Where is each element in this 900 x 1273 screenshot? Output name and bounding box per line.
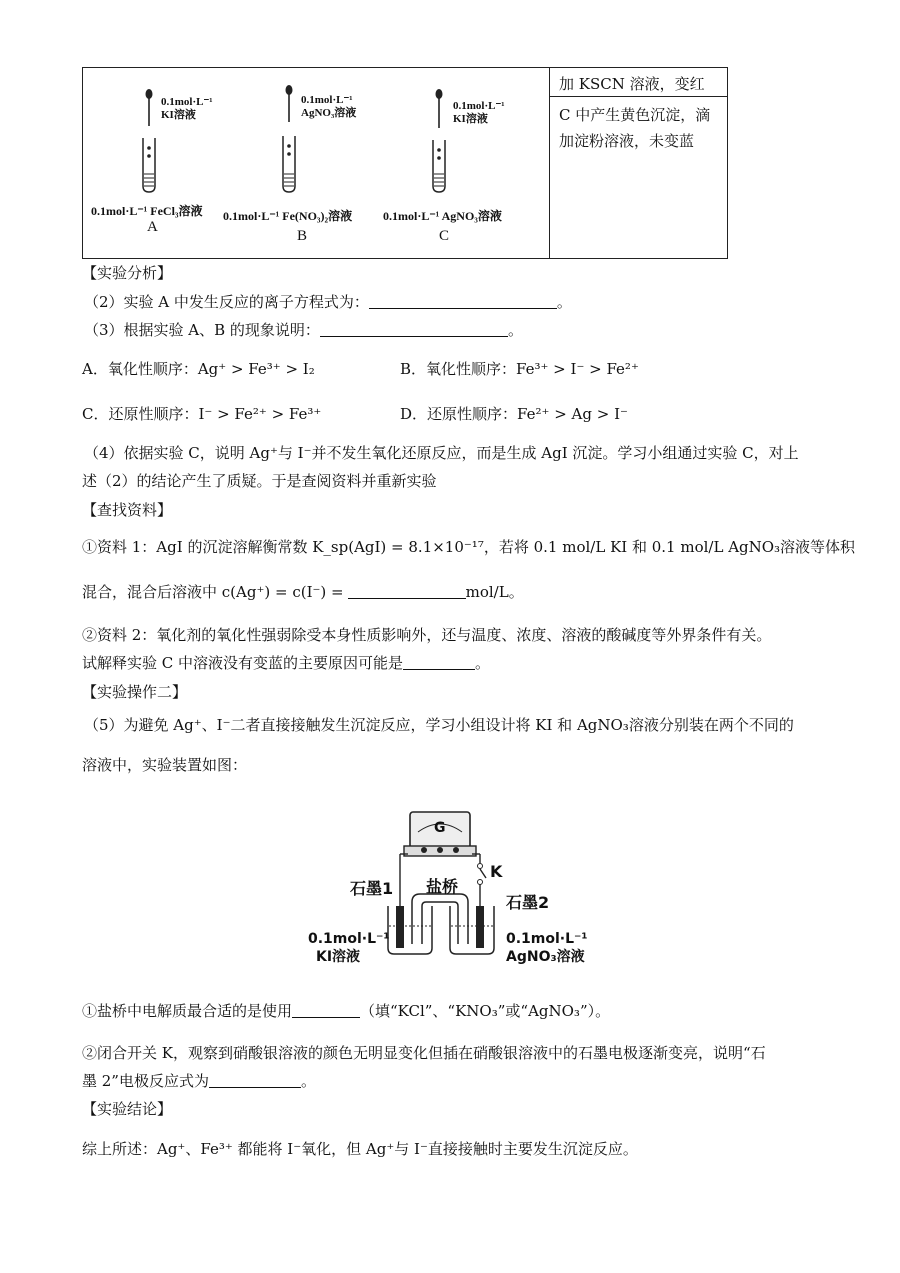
conclusion-text: 综上所述：Ag⁺、Fe³⁺ 都能将 I⁻氧化，但 Ag⁺与 I⁻直接接触时主要发生沉淀反应。 (82, 1140, 638, 1158)
tube-c-letter: C (439, 228, 450, 244)
salt-bridge-icon (412, 894, 468, 944)
option-a[interactable]: A．氧化性顺序：Ag⁺ > Fe³⁺ > I₂ (82, 360, 315, 378)
question-5-line-2: 溶液中，实验装置如图： (82, 756, 248, 774)
right-solution-label: 0.1mol·L⁻¹ AgNO₃溶液 (506, 931, 588, 965)
reference-1-line-2: 混合，混合后溶液中 c(Ag⁺) = c(I⁻) = mol/L。 (82, 583, 524, 601)
experiment-table (82, 67, 728, 259)
question-5-1: ①盐桥中电解质最合适的是使用 （填“KCl”、“KNO₃”或“AgNO₃”）。 (82, 1002, 611, 1020)
graphite-2-icon (476, 906, 484, 948)
dropper-a-icon (146, 89, 153, 126)
test-tube-b-icon (283, 136, 295, 192)
question-3: （3）根据实验 A、B 的现象说明： 。 (84, 321, 523, 339)
table-horizontal-divider (549, 96, 727, 97)
answer-blank-2[interactable] (369, 294, 557, 309)
answer-blank-salt-bridge[interactable] (292, 1003, 360, 1018)
phenomenon-c: C 中产生黄色沉淀，滴加淀粉溶液，未变蓝 (559, 106, 711, 150)
galvanic-cell-apparatus (300, 798, 600, 973)
tube-b-letter: B (297, 228, 308, 244)
right-beaker-icon (450, 906, 494, 954)
phenomenon-a: 加 KSCN 溶液，变红 (559, 75, 705, 93)
dropper-b-label: 0.1mol·L⁻¹ AgNO₃溶液 (301, 94, 357, 119)
answer-blank-concentration[interactable] (348, 584, 466, 599)
section-operation-2-heading: 【实验操作二】 (82, 683, 188, 701)
tube-c-caption: 0.1mol·L⁻¹ AgNO₃溶液 (383, 209, 502, 223)
option-b[interactable]: B．氧化性顺序：Fe³⁺ > I⁻ > Fe²⁺ (400, 360, 639, 378)
option-c[interactable]: C．还原性顺序：I⁻ > Fe²⁺ > Fe³⁺ (82, 405, 322, 423)
left-solution-label: 0.1mol·L⁻¹ KI溶液 (308, 931, 390, 965)
dropper-a-label: 0.1mol·L⁻¹ KI溶液 (161, 96, 213, 121)
question-4-line-2: 述（2）的结论产生了质疑。于是查阅资料并重新实验 (82, 472, 437, 490)
reference-2-line-2: 试解释实验 C 中溶液没有变蓝的主要原因可能是 。 (82, 654, 491, 672)
section-conclusion-heading: 【实验结论】 (82, 1100, 173, 1118)
left-electrode-label: 石墨1 (350, 879, 394, 898)
question-2: （2）实验 A 中发生反应的离子方程式为： 。 (84, 293, 572, 311)
answer-blank-reason[interactable] (403, 655, 475, 670)
tube-a-caption: 0.1mol·L⁻¹ FeCl₃溶液 (91, 204, 203, 218)
question-5-line-1: （5）为避免 Ag⁺、I⁻二者直接接触发生沉淀反应，学习小组设计将 KI 和 AgNO₃溶液分别装在两个不同的 (84, 716, 794, 734)
switch-k-icon (478, 864, 487, 885)
question-5-2-line-2: 墨 2”电极反应式为 。 (82, 1072, 316, 1090)
galvanometer-label: G (434, 820, 446, 836)
dropper-c-icon (436, 89, 443, 128)
left-beaker-icon (388, 906, 432, 954)
test-tube-c-icon (433, 140, 445, 192)
question-4-line-1: （4）依据实验 C，说明 Ag⁺与 I⁻并不发生氧化还原反应，而是生成 AgI 沉淀。学习小组通过实验 C，对上 (84, 444, 799, 462)
reference-2-line-1: ②资料 2：氧化剂的氧化性强弱除受本身性质影响外，还与温度、浓度、溶液的酸碱度等外界条件有关。 (82, 626, 772, 644)
answer-blank-3[interactable] (320, 322, 508, 337)
reference-1-line-1: ①资料 1：AgI 的沉淀溶解衡常数 K_sp(AgI) = 8.1×10⁻¹⁷，若将 0.1 mol/L KI 和 0.1 mol/L AgNO₃溶液等体积 (82, 538, 856, 556)
test-tube-a-icon (143, 138, 155, 192)
tube-b-caption: 0.1mol·L⁻¹ Fe(NO₃)₂溶液 (223, 209, 353, 223)
dropper-b-icon (286, 85, 293, 122)
test-tube-figure (83, 68, 549, 258)
right-electrode-label: 石墨2 (506, 893, 550, 912)
option-d[interactable]: D．还原性顺序：Fe²⁺ > Ag > I⁻ (400, 405, 628, 423)
graphite-1-icon (396, 906, 404, 948)
tube-a-letter: A (147, 219, 158, 235)
section-lookup-heading: 【查找资料】 (82, 501, 173, 519)
dropper-c-label: 0.1mol·L⁻¹ KI溶液 (453, 100, 505, 125)
section-analysis-heading: 【实验分析】 (82, 264, 173, 282)
question-5-2-line-1: ②闭合开关 K，观察到硝酸银溶液的颜色无明显变化但插在硝酸银溶液中的石墨电极逐渐变亮，说明“石 (82, 1044, 766, 1062)
answer-blank-electrode-equation[interactable] (209, 1073, 301, 1088)
salt-bridge-label: 盐桥 (426, 877, 459, 896)
switch-label: K (490, 862, 503, 881)
